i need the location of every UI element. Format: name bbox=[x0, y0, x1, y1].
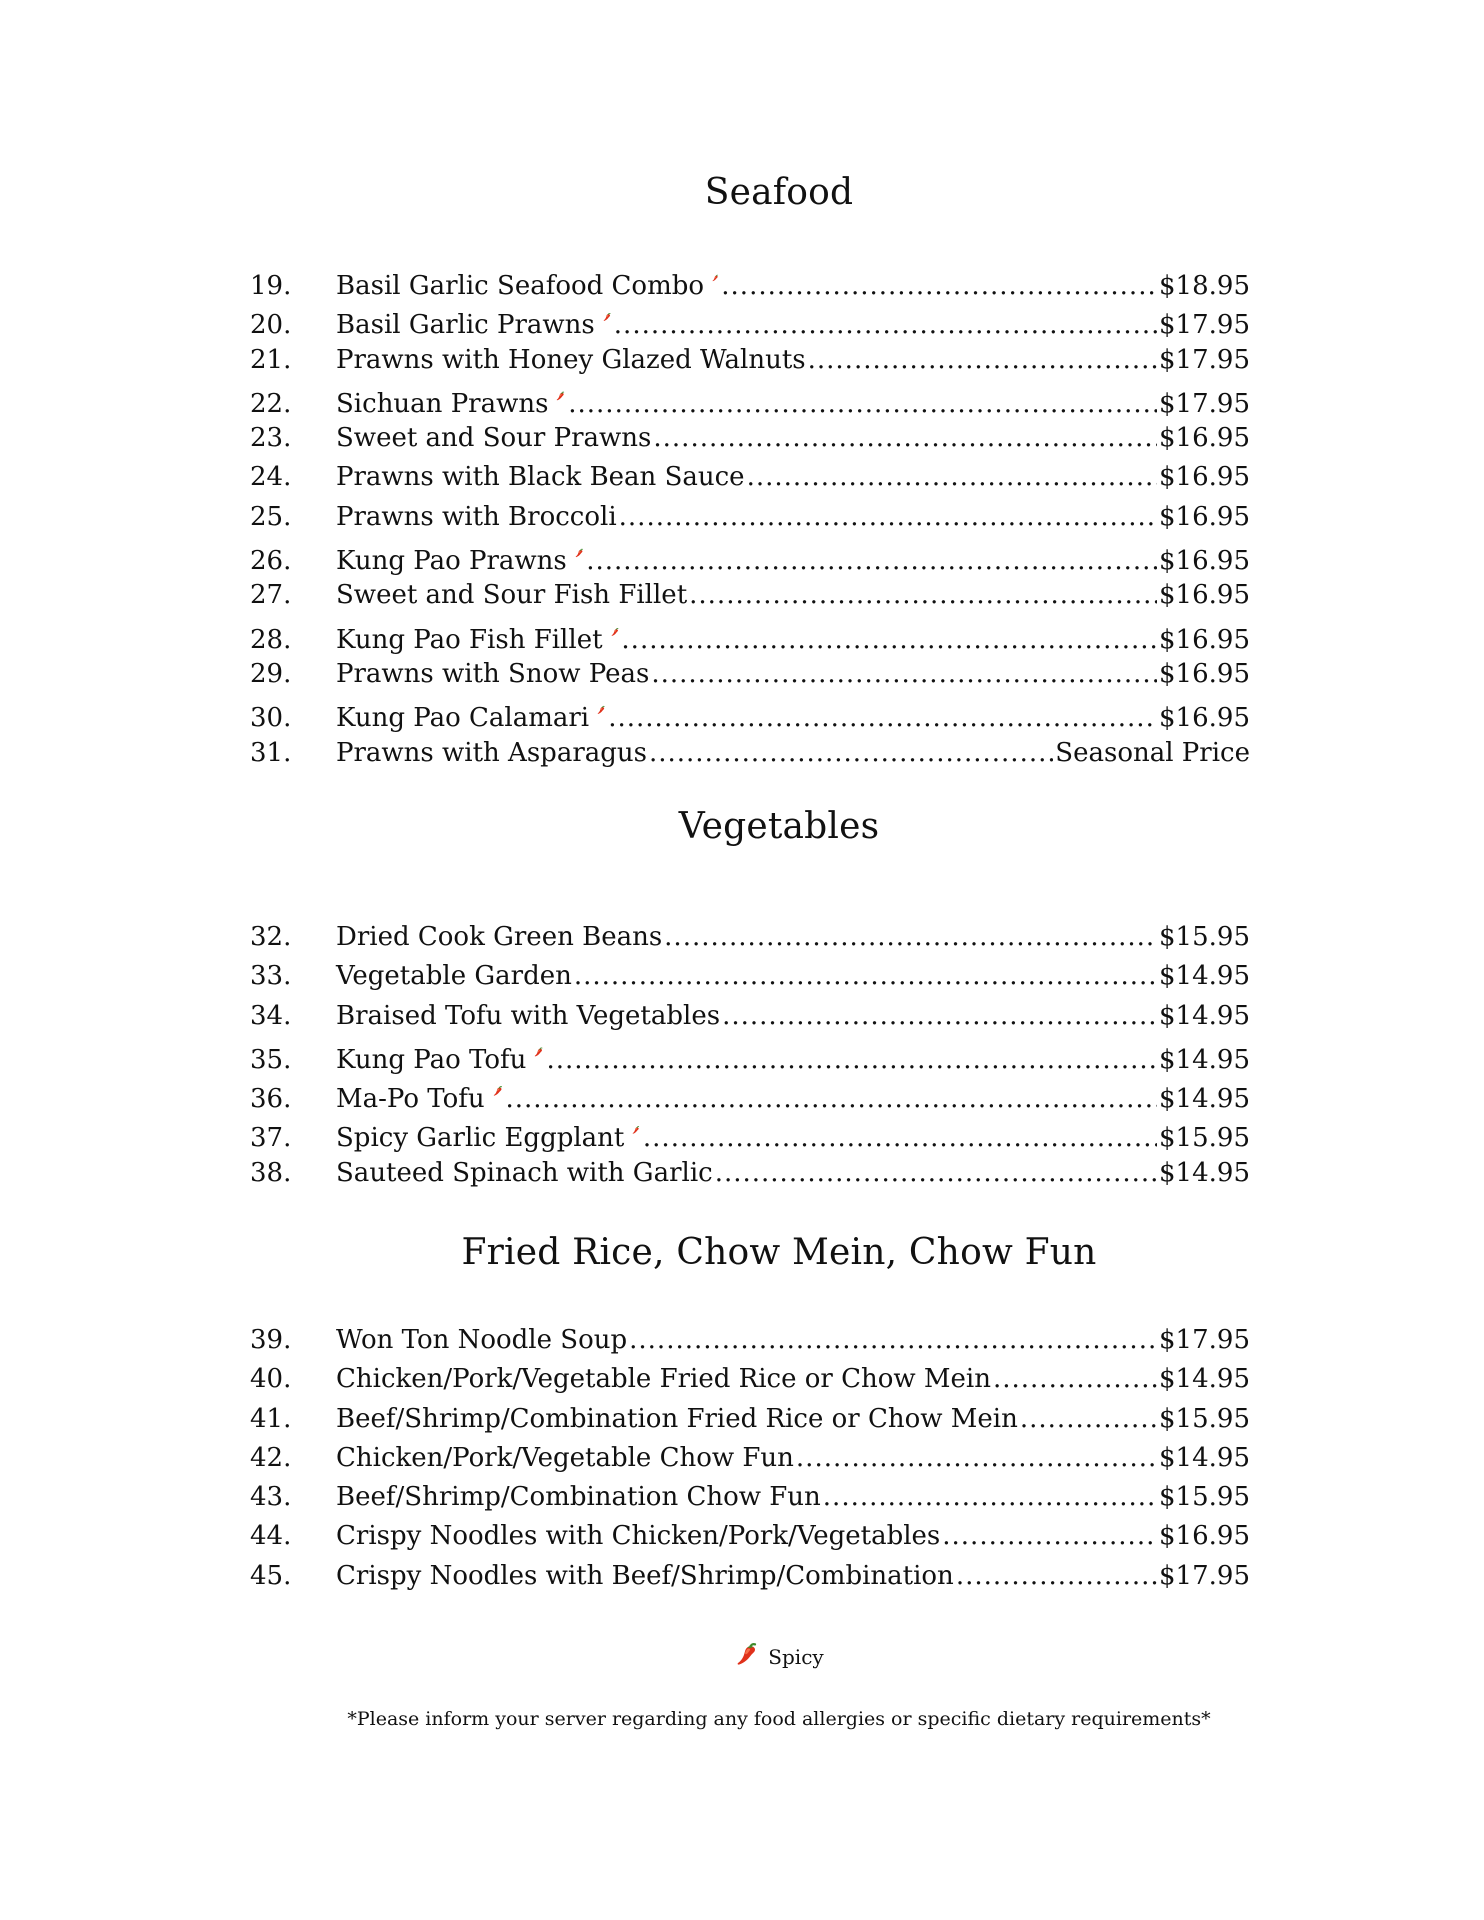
item-number: 41. bbox=[250, 1403, 292, 1434]
menu-item bbox=[250, 498, 1250, 537]
chili-pepper-icon bbox=[712, 262, 719, 294]
menu-item bbox=[250, 1075, 1250, 1114]
item-price: $15.95 bbox=[1159, 1482, 1250, 1513]
item-number: 29. bbox=[250, 658, 292, 689]
item-price: $14.95 bbox=[1159, 1364, 1250, 1395]
item-number: 25. bbox=[250, 501, 292, 532]
item-name: Basil Garlic Prawns bbox=[336, 310, 595, 341]
item-number: 39. bbox=[250, 1325, 292, 1355]
item-number: 33. bbox=[250, 961, 292, 992]
menu-item bbox=[250, 1517, 1250, 1556]
item-name: Prawns with Snow Peas bbox=[336, 658, 650, 689]
dot-leader bbox=[629, 1321, 1157, 1360]
menu-item bbox=[250, 262, 1250, 301]
item-number: 32. bbox=[250, 922, 292, 952]
dot-leader bbox=[614, 306, 1157, 345]
menu-item bbox=[250, 616, 1250, 655]
item-number: 34. bbox=[250, 1000, 292, 1031]
chili-pepper-icon bbox=[734, 1640, 762, 1668]
item-name: Prawns with Broccoli bbox=[336, 501, 617, 532]
menu-item bbox=[250, 341, 1250, 380]
dot-leader bbox=[942, 1517, 1157, 1556]
item-name: Won Ton Noodle Soup bbox=[336, 1325, 628, 1355]
item-number: 43. bbox=[250, 1482, 292, 1513]
item-number: 21. bbox=[250, 344, 292, 375]
item-price: $14.95 bbox=[1159, 1084, 1250, 1115]
dot-leader bbox=[808, 341, 1157, 380]
dot-leader bbox=[823, 1478, 1157, 1517]
item-name: Kung Pao Fish Fillet bbox=[336, 624, 603, 655]
item-name: Sichuan Prawns bbox=[336, 388, 549, 419]
dot-leader bbox=[619, 498, 1157, 537]
item-price: Seasonal Price bbox=[1055, 737, 1250, 768]
chili-pepper-icon bbox=[597, 694, 606, 726]
item-name: Prawns with Asparagus bbox=[336, 737, 647, 768]
menu-item bbox=[250, 997, 1250, 1036]
item-number: 27. bbox=[250, 580, 292, 611]
menu-item bbox=[250, 1360, 1250, 1399]
chili-pepper-icon bbox=[534, 1036, 544, 1068]
dot-leader bbox=[568, 385, 1157, 424]
dot-leader bbox=[993, 1360, 1157, 1399]
menu-item bbox=[250, 1154, 1250, 1193]
item-number: 45. bbox=[250, 1560, 292, 1591]
menu-item bbox=[250, 1321, 1250, 1360]
dot-leader bbox=[796, 1439, 1157, 1478]
item-number: 40. bbox=[250, 1364, 292, 1395]
item-number: 42. bbox=[250, 1442, 292, 1473]
item-price: $18.95 bbox=[1159, 271, 1250, 301]
item-name: Dried Cook Green Beans bbox=[336, 922, 663, 952]
item-name: Braised Tofu with Vegetables bbox=[336, 1000, 721, 1031]
spicy-legend-label: Spicy bbox=[768, 1645, 824, 1669]
item-name: Prawns with Honey Glazed Walnuts bbox=[336, 344, 806, 375]
item-number: 30. bbox=[250, 703, 292, 734]
dot-leader bbox=[1020, 1400, 1157, 1439]
menu-item bbox=[250, 655, 1250, 694]
menu-item bbox=[250, 1400, 1250, 1439]
item-price: $17.95 bbox=[1159, 310, 1250, 341]
dot-leader bbox=[621, 621, 1157, 660]
chili-pepper-icon bbox=[493, 1075, 504, 1107]
item-price: $16.95 bbox=[1159, 546, 1250, 577]
dot-leader bbox=[546, 1041, 1157, 1080]
item-name: Kung Pao Prawns bbox=[336, 546, 567, 577]
item-number: 36. bbox=[250, 1084, 292, 1115]
menu-item bbox=[250, 1114, 1250, 1153]
item-name: Beef/Shrimp/Combination Fried Rice or Chow Mein bbox=[336, 1403, 1018, 1434]
item-name: Basil Garlic Seafood Combo bbox=[336, 271, 705, 301]
item-name: Vegetable Garden bbox=[336, 961, 572, 992]
item-price: $15.95 bbox=[1159, 1123, 1250, 1154]
menu-item bbox=[250, 957, 1250, 996]
item-price: $17.95 bbox=[1159, 344, 1250, 375]
dot-leader bbox=[722, 997, 1157, 1036]
item-number: 26. bbox=[250, 546, 292, 577]
dot-leader bbox=[664, 918, 1157, 957]
item-price: $16.95 bbox=[1159, 462, 1250, 493]
section-title-seafood: Seafood bbox=[704, 172, 854, 213]
item-number: 19. bbox=[250, 271, 292, 301]
chili-pepper-icon bbox=[575, 537, 584, 569]
item-number: 44. bbox=[250, 1521, 292, 1552]
item-price: $17.95 bbox=[1159, 1560, 1250, 1591]
chili-pepper-icon bbox=[603, 301, 612, 333]
item-name: Crispy Noodles with Beef/Shrimp/Combination bbox=[336, 1560, 954, 1591]
menu-item bbox=[250, 694, 1250, 733]
item-price: $16.95 bbox=[1159, 423, 1250, 454]
dot-leader bbox=[608, 699, 1157, 738]
item-price: $14.95 bbox=[1159, 1157, 1250, 1188]
section-list-vegetables bbox=[250, 918, 1250, 1193]
item-price: $15.95 bbox=[1159, 1403, 1250, 1434]
menu-item bbox=[250, 458, 1250, 497]
item-name: Sweet and Sour Fish Fillet bbox=[336, 580, 688, 611]
section-list-seafood bbox=[250, 262, 1250, 773]
item-name: Ma-Po Tofu bbox=[336, 1084, 485, 1115]
item-price: $14.95 bbox=[1159, 1044, 1250, 1075]
item-price: $16.95 bbox=[1159, 580, 1250, 611]
item-name: Chicken/Pork/Vegetable Chow Fun bbox=[336, 1442, 794, 1473]
section-list-noodles-rice bbox=[250, 1321, 1250, 1596]
item-price: $16.95 bbox=[1159, 501, 1250, 532]
item-name: Sauteed Spinach with Garlic bbox=[336, 1157, 713, 1188]
section-title-fried-rice-chow-mein-chow-fun: Fried Rice, Chow Mein, Chow Fun bbox=[461, 1232, 1097, 1273]
chili-pepper-icon bbox=[556, 380, 566, 412]
item-number: 35. bbox=[250, 1044, 292, 1075]
menu-item bbox=[250, 1439, 1250, 1478]
allergy-note: *Please inform your server regarding any food allergies or specific dietary requirements* bbox=[347, 1708, 1211, 1730]
menu-item bbox=[250, 380, 1250, 419]
item-name: Kung Pao Tofu bbox=[336, 1044, 527, 1075]
item-number: 37. bbox=[250, 1123, 292, 1154]
item-price: $17.95 bbox=[1159, 1325, 1250, 1355]
item-price: $16.95 bbox=[1159, 703, 1250, 734]
item-price: $14.95 bbox=[1159, 1000, 1250, 1031]
dot-leader bbox=[651, 655, 1157, 694]
item-name: Spicy Garlic Eggplant bbox=[336, 1123, 625, 1154]
item-price: $15.95 bbox=[1159, 922, 1250, 952]
dot-leader bbox=[747, 458, 1157, 497]
item-name: Chicken/Pork/Vegetable Fried Rice or Chow Mein bbox=[336, 1364, 991, 1395]
dot-leader bbox=[956, 1557, 1157, 1596]
menu-item bbox=[250, 918, 1250, 957]
menu-item bbox=[250, 734, 1250, 773]
item-price: $16.95 bbox=[1159, 658, 1250, 689]
chili-pepper-icon bbox=[632, 1114, 641, 1146]
item-number: 22. bbox=[250, 388, 292, 419]
dot-leader bbox=[586, 542, 1157, 581]
dot-leader bbox=[505, 1080, 1157, 1119]
item-number: 20. bbox=[250, 310, 292, 341]
spicy-legend bbox=[0, 1640, 1484, 1671]
menu-item bbox=[250, 301, 1250, 340]
menu-item bbox=[250, 1557, 1250, 1596]
item-name: Sweet and Sour Prawns bbox=[336, 423, 652, 454]
item-number: 31. bbox=[250, 737, 292, 768]
dot-leader bbox=[689, 576, 1157, 615]
menu-item bbox=[250, 537, 1250, 576]
section-title-vegetables: Vegetables bbox=[678, 806, 880, 847]
menu-item bbox=[250, 419, 1250, 458]
item-name: Kung Pao Calamari bbox=[336, 703, 590, 734]
chili-pepper-icon bbox=[611, 616, 620, 648]
dot-leader bbox=[574, 957, 1157, 996]
item-price: $17.95 bbox=[1159, 388, 1250, 419]
item-price: $16.95 bbox=[1159, 1521, 1250, 1552]
item-name: Crispy Noodles with Chicken/Pork/Vegetables bbox=[336, 1521, 941, 1552]
dot-leader bbox=[643, 1119, 1157, 1158]
menu-item bbox=[250, 1036, 1250, 1075]
menu-item bbox=[250, 576, 1250, 615]
item-price: $14.95 bbox=[1159, 1442, 1250, 1473]
item-number: 38. bbox=[250, 1157, 292, 1188]
item-number: 23. bbox=[250, 423, 292, 454]
dot-leader bbox=[653, 419, 1157, 458]
item-number: 28. bbox=[250, 624, 292, 655]
item-name: Beef/Shrimp/Combination Chow Fun bbox=[336, 1482, 821, 1513]
item-price: $16.95 bbox=[1159, 624, 1250, 655]
menu-item bbox=[250, 1478, 1250, 1517]
item-number: 24. bbox=[250, 462, 292, 493]
item-name: Prawns with Black Bean Sauce bbox=[336, 462, 745, 493]
dot-leader bbox=[721, 267, 1157, 306]
item-price: $14.95 bbox=[1159, 961, 1250, 992]
dot-leader bbox=[649, 734, 1053, 773]
dot-leader bbox=[715, 1154, 1157, 1193]
